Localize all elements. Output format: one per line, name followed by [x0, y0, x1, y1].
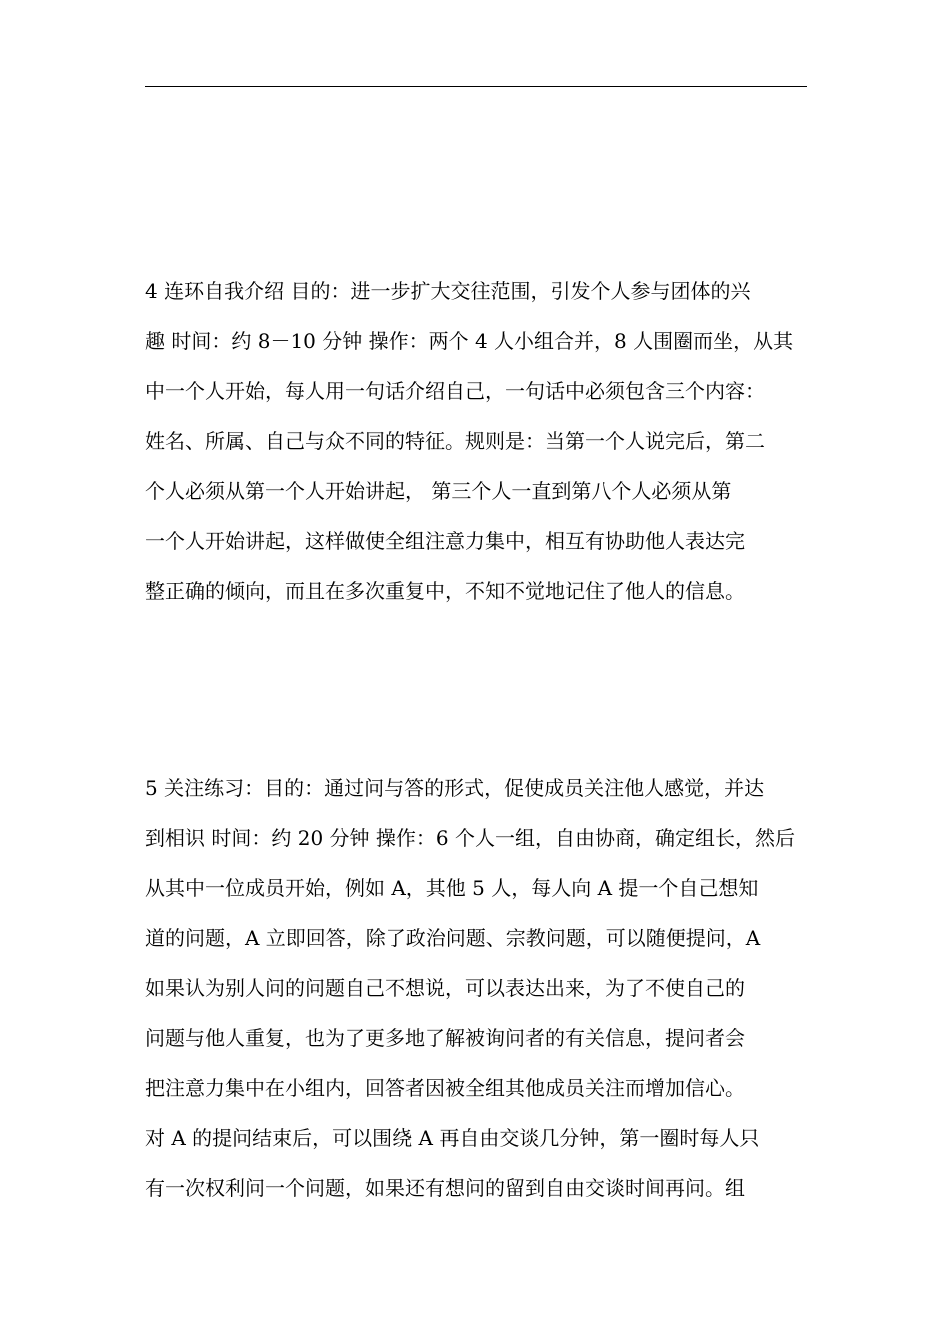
section-4-chain-introduction	[145, 266, 817, 616]
section-5-line-1: 5 关注练习：目的：通过问与答的形式，促使成员关注他人感觉，并达	[145, 776, 765, 800]
section-5-line-8: 对 A 的提问结束后，可以围绕 A 再自由交谈几分钟，第一圈时每人只	[145, 1126, 760, 1150]
section-5-line-7: 把注意力集中在小组内，回答者因被全组其他成员关注而增加信心。	[145, 1076, 745, 1100]
header-rule	[145, 86, 807, 87]
section-5-line-2: 到相识 时间：约 20 分钟 操作：6 个人一组，自由协商，确定组长，然后	[145, 826, 795, 850]
section-5-line-6: 问题与他人重复，也为了更多地了解被询问者的有关信息，提问者会	[145, 1026, 745, 1050]
section-4-line-1: 4 连环自我介绍 目的：进一步扩大交往范围，引发个人参与团体的兴	[145, 279, 751, 303]
section-4-line-2: 趣 时间：约 8－10 分钟 操作：两个 4 人小组合并，8 人围圈而坐，从其	[145, 329, 794, 353]
section-5-line-4: 道的问题，A 立即回答，除了政治问题、宗教问题，可以随便提问，A	[145, 926, 761, 950]
section-5-line-3: 从其中一位成员开始，例如 A，其他 5 人，每人向 A 提一个自己想知	[145, 876, 759, 900]
section-5-attention-exercise	[145, 763, 817, 1213]
section-4-line-4: 姓名、所属、自己与众不同的特征。规则是：当第一个人说完后，第二	[145, 429, 765, 453]
section-4-line-6: 一个人开始讲起，这样做使全组注意力集中，相互有协助他人表达完	[145, 529, 745, 553]
section-4-line-3: 中一个人开始，每人用一句话介绍自己，一句话中必须包含三个内容：	[145, 379, 765, 403]
section-5-line-9: 有一次权利问一个问题，如果还有想问的留到自由交谈时间再问。组	[145, 1176, 745, 1200]
section-4-line-7: 整正确的倾向，而且在多次重复中，不知不觉地记住了他人的信息。	[145, 579, 745, 603]
section-5-line-5: 如果认为别人问的问题自己不想说，可以表达出来，为了不使自己的	[145, 976, 745, 1000]
section-4-line-5: 个人必须从第一个人开始讲起， 第三个人一直到第八个人必须从第	[145, 479, 732, 503]
